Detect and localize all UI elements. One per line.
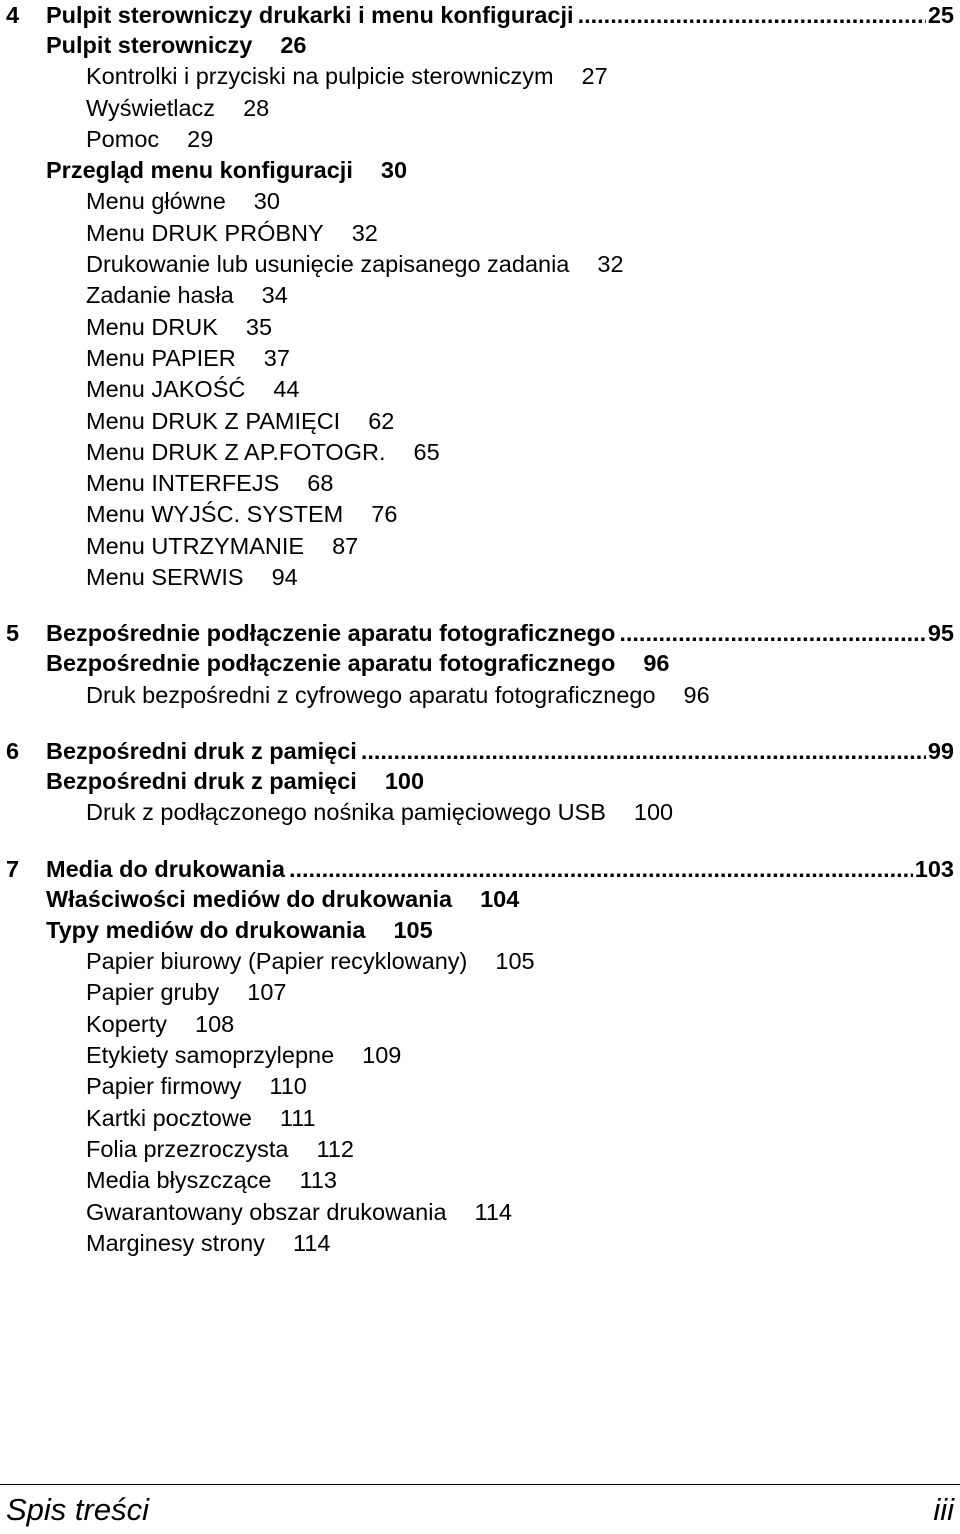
- entry-page-number: 114: [292, 1229, 331, 1256]
- entry-page-number: 108: [195, 1010, 235, 1037]
- toc-section-entry[interactable]: [0, 884, 960, 915]
- entry-page-number: 30: [253, 188, 280, 215]
- entry-title: Pomoc: [86, 125, 160, 152]
- toc-subsection-entry[interactable]: [0, 977, 960, 1008]
- toc-subsection-entry[interactable]: [0, 280, 960, 311]
- entry-page-number: 32: [597, 251, 624, 278]
- entry-title: Menu główne: [86, 188, 226, 215]
- toc-subsection-entry[interactable]: [0, 1103, 960, 1134]
- entry-title: Pulpit sterowniczy: [46, 32, 253, 58]
- chapter-page-number: 95: [927, 620, 954, 647]
- entry-title: Druk bezpośredni z cyfrowego aparatu fotograficznego: [86, 681, 656, 708]
- chapter-title: Bezpośredni druk z pamięci: [46, 737, 357, 764]
- toc-subsection-entry[interactable]: [0, 312, 960, 343]
- entry-page-number: 96: [643, 650, 670, 677]
- toc-subsection-entry[interactable]: [0, 531, 960, 562]
- toc-subsection-entry[interactable]: [0, 1009, 960, 1040]
- entry-page-number: 94: [271, 564, 298, 591]
- chapter-page-number: 25: [927, 2, 954, 28]
- entry-page-number: 107: [247, 979, 287, 1006]
- entry-page-number: 29: [187, 125, 214, 152]
- entry-page-number: 111: [279, 1104, 316, 1131]
- entry-page-number: 112: [316, 1135, 354, 1162]
- entry-page-number: 62: [368, 407, 395, 434]
- chapter-title: Bezpośrednie podłączenie aparatu fotograficznego: [46, 620, 616, 647]
- entry-title: Drukowanie lub usunięcie zapisanego zadania: [86, 251, 570, 278]
- entry-title: Bezpośredni druk z pamięci: [46, 767, 357, 794]
- entry-title: Gwarantowany obszar drukowania: [86, 1198, 447, 1225]
- entry-title: Menu DRUK Z AP.FOTOGR.: [86, 438, 386, 465]
- entry-title: Papier biurowy (Papier recyklowany): [86, 948, 468, 975]
- entry-page-number: 96: [683, 681, 710, 708]
- entry-page-number: 32: [351, 219, 378, 246]
- toc-subsection-entry[interactable]: [0, 218, 960, 249]
- footer-section-title: Spis treści: [6, 1492, 149, 1527]
- entry-title: Menu WYJŚC. SYSTEM: [86, 501, 344, 528]
- toc-chapter-row[interactable]: [0, 854, 960, 884]
- entry-title: Przegląd menu konfiguracji: [46, 157, 353, 184]
- entry-title: Wyświetlacz: [86, 94, 216, 121]
- entry-title: Menu JAKOŚĆ: [86, 376, 246, 403]
- toc-section-entry[interactable]: [0, 766, 960, 797]
- footer-page-number: iii: [933, 1492, 954, 1527]
- toc-subsection-entry[interactable]: [0, 343, 960, 374]
- toc-section-entry[interactable]: [0, 30, 960, 61]
- toc-subsection-entry[interactable]: [0, 680, 960, 711]
- entry-title: Właściwości mediów do drukowania: [46, 885, 453, 912]
- toc-subsection-entry[interactable]: [0, 437, 960, 468]
- entry-page-number: 113: [299, 1167, 337, 1194]
- page-footer: [0, 1484, 960, 1534]
- entry-title: Menu SERWIS: [86, 564, 244, 591]
- toc-subsection-entry[interactable]: [0, 406, 960, 437]
- entry-title: Menu PAPIER: [86, 344, 236, 371]
- chapter-number: 6: [6, 737, 20, 764]
- entry-page-number: 105: [393, 916, 433, 943]
- chapter-page-number: 99: [927, 737, 954, 764]
- entry-title: Typy mediów do drukowania: [46, 916, 366, 943]
- entry-title: Menu INTERFEJS: [86, 470, 280, 497]
- toc-subsection-entry[interactable]: [0, 468, 960, 499]
- entry-title: Folia przezroczysta: [86, 1135, 289, 1162]
- dot-leader: [361, 736, 926, 766]
- toc-subsection-entry[interactable]: [0, 186, 960, 217]
- entry-title: Kontrolki i przyciski na pulpicie sterowniczym: [86, 63, 554, 90]
- toc-subsection-entry[interactable]: [0, 124, 960, 155]
- entry-page-number: 35: [245, 313, 273, 340]
- toc-subsection-entry[interactable]: [0, 1165, 960, 1196]
- toc-section-entry[interactable]: [0, 648, 960, 679]
- chapter-title: Pulpit sterowniczy drukarki i menu konfiguracji: [46, 2, 574, 28]
- entry-title: Koperty: [86, 1010, 167, 1037]
- entry-page-number: 104: [480, 885, 520, 912]
- entry-page-number: 100: [633, 799, 674, 826]
- chapter-page-number: 103: [914, 855, 954, 882]
- chapter-spacer: [0, 711, 960, 736]
- entry-page-number: 68: [307, 470, 334, 497]
- toc-chapter-row[interactable]: [0, 618, 960, 648]
- toc-subsection-entry[interactable]: [0, 946, 960, 977]
- entry-title: Menu DRUK PRÓBNY: [86, 219, 324, 246]
- entry-page-number: 65: [413, 438, 440, 465]
- entry-title: Menu DRUK Z PAMIĘCI: [86, 407, 341, 434]
- toc-subsection-entry[interactable]: [0, 93, 960, 124]
- entry-title: Media błyszczące: [86, 1167, 272, 1194]
- entry-title: Bezpośrednie podłączenie aparatu fotograficznego: [46, 650, 616, 677]
- entry-page-number: 27: [581, 63, 608, 90]
- entry-title: Menu DRUK: [86, 313, 218, 340]
- entry-page-number: 37: [263, 344, 290, 371]
- toc-subsection-entry[interactable]: [0, 499, 960, 530]
- toc-chapter-row[interactable]: [0, 0, 960, 30]
- chapter-spacer: [0, 593, 960, 618]
- chapter-title: Media do drukowania: [46, 855, 285, 882]
- entry-title: Menu UTRZYMANIE: [86, 532, 305, 559]
- entry-page-number: 114: [474, 1198, 512, 1225]
- entry-title: Zadanie hasła: [86, 282, 234, 309]
- toc-subsection-entry[interactable]: [0, 374, 960, 405]
- entry-page-number: 76: [371, 501, 398, 528]
- entry-page-number: 87: [332, 532, 359, 559]
- chapter-number: 7: [6, 855, 20, 882]
- chapter-spacer: [0, 829, 960, 854]
- toc-subsection-entry[interactable]: [0, 1228, 960, 1259]
- chapter-number: 4: [6, 2, 20, 28]
- toc-subsection-entry[interactable]: [0, 1040, 960, 1071]
- entry-page-number: 28: [243, 94, 270, 121]
- dot-leader: [289, 854, 913, 884]
- entry-title: Kartki pocztowe: [86, 1104, 252, 1131]
- toc-subsection-entry[interactable]: [0, 61, 960, 92]
- entry-title: Marginesy strony: [86, 1229, 265, 1256]
- entry-title: Papier gruby: [86, 979, 220, 1006]
- entry-page-number: 34: [261, 282, 288, 309]
- entry-page-number: 26: [280, 32, 307, 58]
- toc-section-entry[interactable]: [0, 915, 960, 946]
- toc-subsection-entry[interactable]: [0, 1071, 960, 1102]
- toc-subsection-entry[interactable]: [0, 562, 960, 593]
- toc-subsection-entry[interactable]: [0, 249, 960, 280]
- entry-title: Etykiety samoprzylepne: [86, 1042, 335, 1069]
- toc-subsection-entry[interactable]: [0, 1197, 960, 1228]
- entry-page-number: 30: [380, 157, 408, 184]
- entry-title: Papier firmowy: [86, 1073, 242, 1100]
- entry-title: Druk z podłączonego nośnika pamięciowego USB: [86, 799, 606, 826]
- dot-leader: [578, 0, 926, 30]
- toc-section-entry[interactable]: [0, 155, 960, 186]
- entry-page-number: 105: [495, 948, 535, 975]
- chapter-number: 5: [6, 620, 20, 647]
- toc-subsection-entry[interactable]: [0, 797, 960, 828]
- toc-subsection-entry[interactable]: [0, 1134, 960, 1165]
- entry-page-number: 44: [273, 376, 300, 403]
- dot-leader: [619, 618, 926, 648]
- toc-chapter-row[interactable]: [0, 736, 960, 766]
- entry-page-number: 109: [362, 1042, 402, 1069]
- entry-page-number: 100: [384, 767, 425, 794]
- entry-page-number: 110: [269, 1073, 307, 1100]
